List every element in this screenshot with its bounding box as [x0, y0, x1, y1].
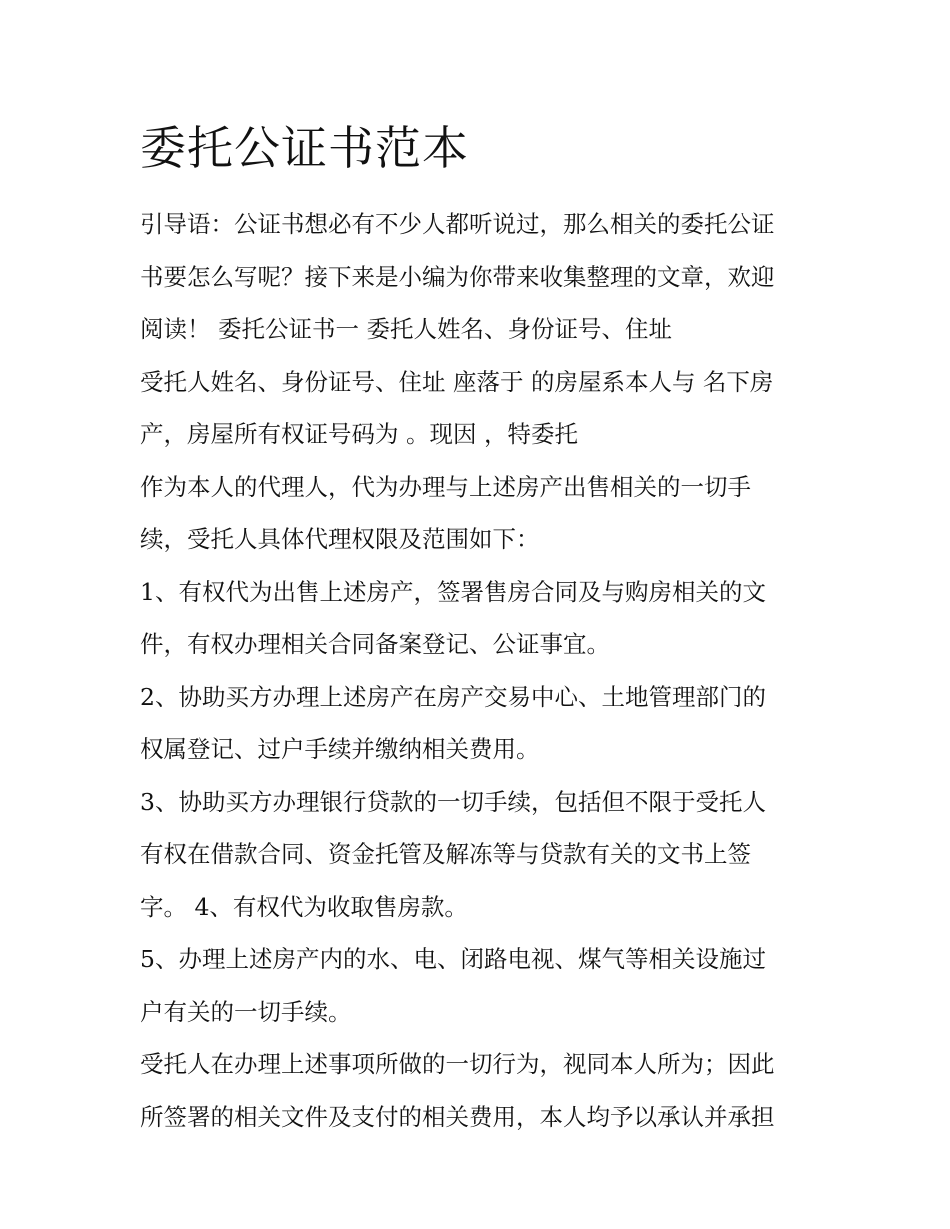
body-line: 所签署的相关文件及支付的相关费用，本人均予以承认并承担 — [140, 1102, 775, 1131]
body-line: 产，房屋所有权证号码为 。现因 ，特委托 — [140, 420, 578, 448]
list-item-line: 3、协助买方办理银行贷款的一切手续，包括但不限于受托人 — [140, 787, 766, 816]
body-line: 受托人姓名、身份证号、住址 座落于 的房屋系本人与 名下房 — [140, 367, 774, 396]
list-item-line: 字。 4、有权代为收取售房款。 — [140, 892, 468, 921]
list-item-line: 户有关的一切手续。 — [140, 997, 352, 1026]
body-line: 引导语：公证书想必有不少人都听说过，那么相关的委托公证 — [140, 210, 775, 238]
body-line: 作为本人的代理人，代为办理与上述房产出售相关的一切手 — [140, 472, 751, 501]
body-line: 书要怎么写呢？接下来是小编为你带来收集整理的文章，欢迎 — [140, 262, 775, 291]
document-title: 委托公证书范本 — [140, 121, 469, 175]
list-item-line: 件，有权办理相关合同备案登记、公证事宜。 — [140, 630, 610, 658]
body-line: 受托人在办理上述事项所做的一切行为，视同本人所为；因此 — [140, 1050, 775, 1078]
body-line: 续，受托人具体代理权限及范围如下： — [140, 525, 540, 553]
list-item-line: 2、协助买方办理上述房产在房产交易中心、土地管理部门的 — [140, 682, 766, 711]
list-item-line: 1、有权代为出售上述房产，签署售房合同及与购房相关的文 — [140, 577, 766, 606]
list-item-line: 权属登记、过户手续并缴纳相关费用。 — [140, 735, 540, 763]
list-item-line: 5、办理上述房产内的水、电、闭路电视、煤气等相关设施过 — [140, 945, 766, 973]
document-body — [140, 198, 820, 1143]
list-item-line: 有权在借款合同、资金托管及解冻等与贷款有关的文书上签 — [140, 840, 751, 868]
body-line: 阅读！ 委托公证书一 委托人姓名、身份证号、住址 — [140, 315, 672, 343]
